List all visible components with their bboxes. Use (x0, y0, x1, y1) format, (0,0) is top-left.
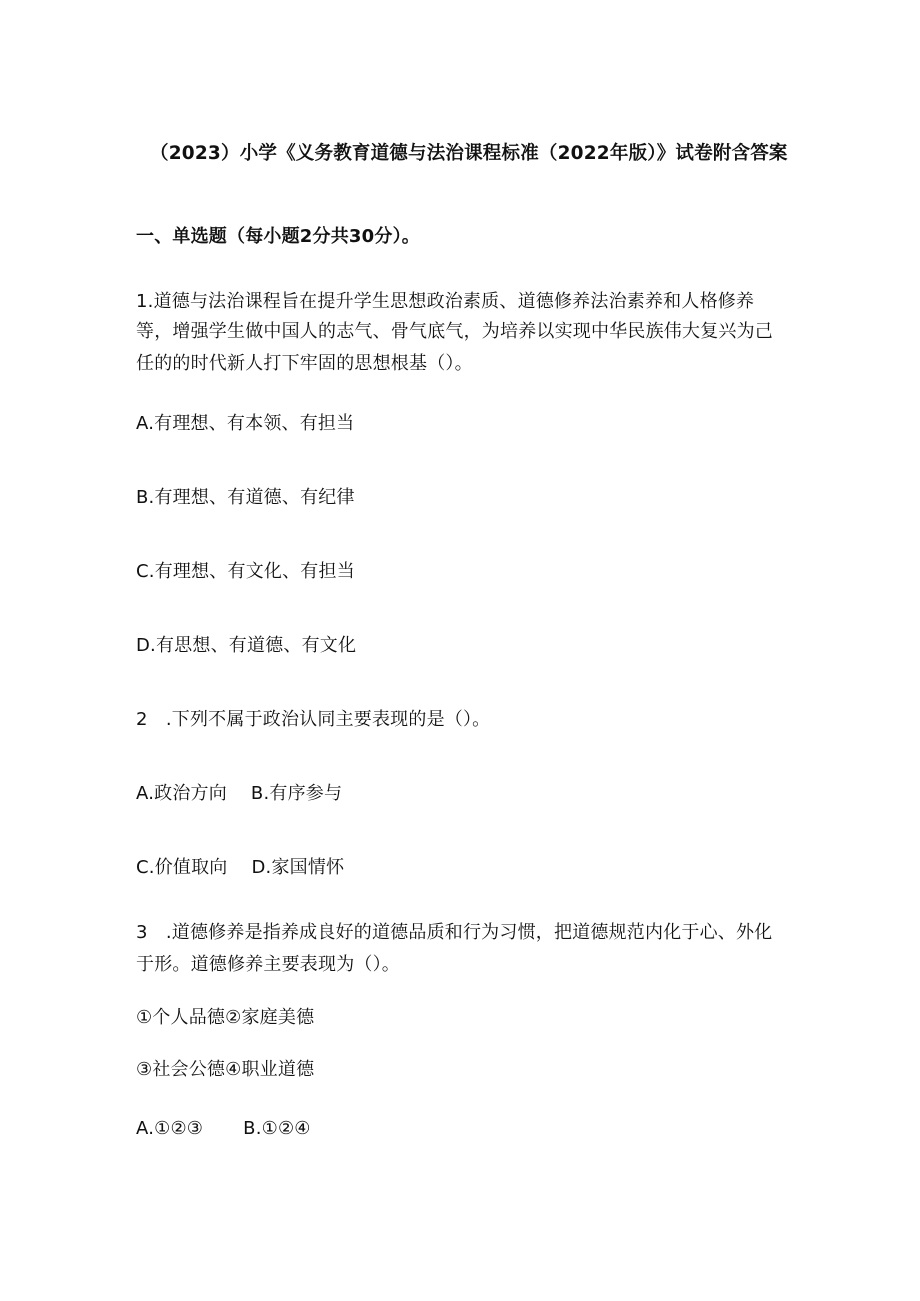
question-3-choices-1: ①个人品德②家庭美德 (136, 1007, 315, 1028)
question-1-option-d: D.有思想、有道德、有文化 (136, 635, 357, 656)
question-3-choices-2: ③社会公德④职业道德 (136, 1059, 315, 1080)
question-2-option-a: A.政治方向 (136, 783, 227, 804)
question-3-option-a: A.①②③ (136, 1118, 204, 1139)
question-1-line-3: 任的的时代新人打下牢固的思想根基（）。 (136, 353, 473, 374)
question-3-line-2: 于形。道德修养主要表现为（）。 (136, 954, 400, 975)
question-2-option-c: C.价值取向 (136, 857, 228, 878)
section-heading: 一、单选题（每小题2分共30分）。 (136, 226, 420, 247)
question-2-options-row-2 (136, 853, 344, 883)
question-3-option-b: B.①②④ (243, 1118, 311, 1139)
question-3-options-row (136, 1114, 311, 1144)
question-1-line-1: 1.道德与法治课程旨在提升学生思想政治素质、道德修养法治素养和人格修养 (136, 291, 755, 312)
question-1-line-2: 等，增强学生做中国人的志气、骨气底气，为培养以实现中华民族伟大复兴为己 (136, 321, 773, 342)
question-2-stem: 2 .下列不属于政治认同主要表现的是（）。 (136, 709, 491, 730)
question-1-option-c: C.有理想、有文化、有担当 (136, 561, 355, 582)
document-title: （2023）小学《义务教育道德与法治课程标准（2022年版）》试卷附含答案 (150, 143, 788, 164)
question-3-line-1: 3 .道德修养是指养成良好的道德品质和行为习惯，把道德规范内化于心、外化 (136, 922, 773, 943)
question-2-option-b: B.有序参与 (250, 783, 343, 804)
question-2-option-d: D.家国情怀 (251, 857, 345, 878)
question-1-option-b: B.有理想、有道德、有纪律 (136, 487, 355, 508)
question-1-option-a: A.有理想、有本领、有担当 (136, 413, 355, 434)
question-2-options-row-1 (136, 779, 342, 809)
